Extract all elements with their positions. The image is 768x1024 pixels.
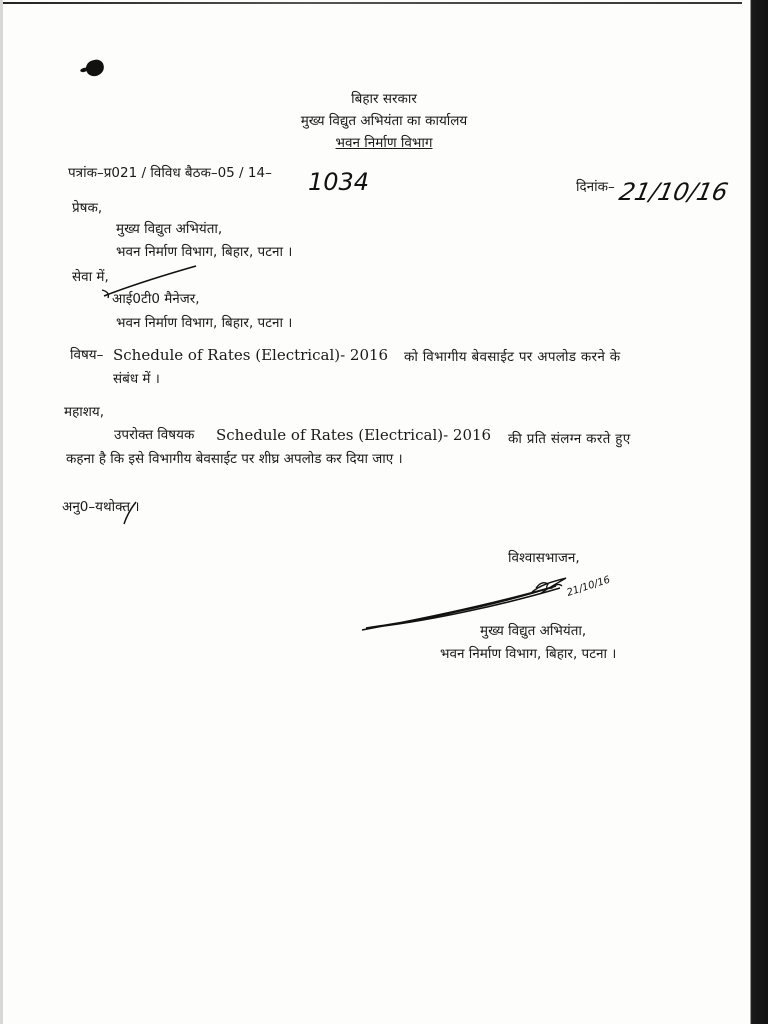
recipient-label: सेवा में, xyxy=(72,269,109,285)
body-line1-english: Schedule of Rates (Electrical)- 2016 xyxy=(216,426,492,444)
handwritten-letter-number xyxy=(306,166,368,196)
scan-edge-right xyxy=(742,0,768,1024)
subject-label: विषय– xyxy=(70,347,104,363)
sender-label: प्रेषक, xyxy=(72,200,103,216)
subject-hindi: को विभागीय बेवसाईट पर अपलोड करने के xyxy=(404,349,621,365)
signatory-department: भवन निर्माण विभाग, बिहार, पटना । xyxy=(440,646,617,662)
enclosure-note: अनु0–यथोक्त । xyxy=(62,499,140,515)
recipient-designation: आई0टी0 मैनेजर, xyxy=(112,291,200,307)
body-line1-start: उपरोक्त विषयक xyxy=(114,427,195,443)
scan-edge-left xyxy=(0,0,3,1024)
date-label: दिनांक– xyxy=(576,179,615,195)
recipient-department: भवन निर्माण विभाग, बिहार, पटना । xyxy=(116,315,293,331)
recipient-pen-mark xyxy=(100,262,200,302)
sender-designation: मुख्य विद्युत अभियंता, xyxy=(116,221,223,237)
handwritten-date xyxy=(616,172,731,212)
header-government: बिहार सरकार xyxy=(351,91,417,107)
signatory-designation: मुख्य विद्युत अभियंता, xyxy=(480,623,587,639)
body-line1-end: की प्रति संलग्न करते हुए xyxy=(508,431,631,447)
sender-department: भवन निर्माण विभाग, बिहार, पटना । xyxy=(116,244,293,260)
scan-edge-top xyxy=(0,2,768,4)
date-text: 21/10/16 xyxy=(616,177,731,206)
header-office: मुख्य विद्युत अभियंता का कार्यालय xyxy=(300,113,468,129)
enclosure-pen-tick xyxy=(118,494,144,528)
reference-number-prefix: पत्रांक–प्र021 / विविध बैठक–05 / 14– xyxy=(68,165,272,181)
salutation: महाशय, xyxy=(64,404,105,420)
body-line2: कहना है कि इसे विभागीय बेवसाईट पर शीघ्र अपलोड कर दिया जाए । xyxy=(66,451,403,467)
signature-date: 21/10/16 xyxy=(565,574,612,599)
letter-number-text: 1034 xyxy=(308,168,370,196)
subject-continuation: संबंध में । xyxy=(113,371,160,387)
header-department: भवन निर्माण विभाग xyxy=(335,135,433,151)
valediction: विश्वासभाजन, xyxy=(508,550,580,566)
ink-blot xyxy=(84,58,106,78)
subject-english: Schedule of Rates (Electrical)- 2016 xyxy=(113,346,389,364)
